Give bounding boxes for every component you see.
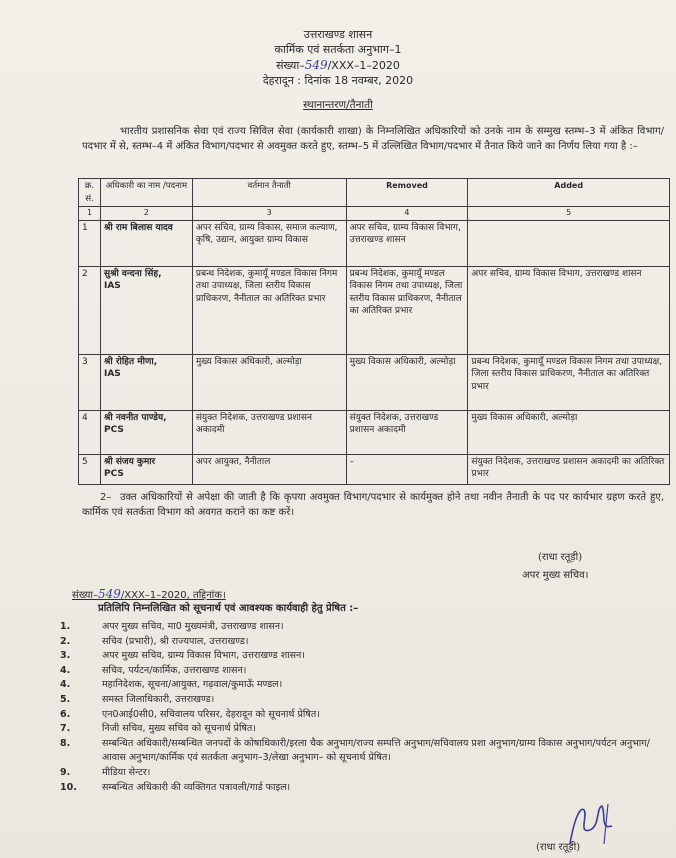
col-number: 4 — [346, 207, 468, 221]
copy-number-suffix: /XXX–1–2020, तद्दिनांक। — [120, 590, 226, 601]
list-item — [60, 649, 672, 664]
signatory-designation: अपर मुख्य सचिव। — [522, 570, 589, 581]
list-item-number: 7. — [60, 723, 71, 735]
para2-text: उक्त अधिकारियों से अपेक्षा की जाती है कि कृपया अवमुक्त विभाग/पदभार से कार्यमुक्त होने तथा नवीन तैनाती के पद पर कार्यभार ग्रहण करते हुए, कार्मिक एवं सतर्कता विभाग को अवगत कराने का कष्ट करें। — [82, 492, 664, 518]
officer-cadre: IAS — [103, 281, 121, 291]
list-item-number: 6. — [60, 708, 71, 720]
row-removed: – — [346, 454, 468, 484]
list-item — [60, 664, 672, 679]
row-sno: 2 — [79, 266, 101, 354]
bottom-signatory-name: (राधा रतूड़ी) — [536, 842, 581, 853]
row-current: प्रबन्ध निदेशक, कुमायूँ मण्डल विकास निगम तथा उपाध्यक्ष, जिला स्तरीय विकास प्राधिकरण, नैनीताल का अतिरिक्त प्रभार — [192, 266, 346, 354]
officer-name: सुश्री वन्दना सिंह, — [103, 268, 162, 279]
list-item — [60, 766, 672, 781]
list-item-number: 4. — [60, 679, 71, 691]
officer-name: श्री संजय कुमार — [103, 456, 156, 467]
list-item-number: 5. — [60, 693, 71, 705]
row-removed: मुख्य विकास अधिकारी, अल्मोड़ा — [346, 354, 468, 410]
row-sno: 4 — [79, 410, 101, 454]
list-item-text: समस्त जिलाधिकारी, उत्तराखण्ड। — [102, 693, 215, 705]
column-number-row — [79, 207, 670, 221]
list-item-text: अपर मुख्य सचिव, ग्राम्य विकास विभाग, उत्तराखण्ड शासन। — [102, 650, 305, 662]
row-added: मुख्य विकास अधिकारी, अल्मोड़ा — [468, 410, 670, 454]
list-item-number: 9. — [60, 766, 71, 778]
table-row — [79, 220, 670, 266]
row-added: प्रबन्ध निदेशक, कुमायूँ मण्डल विकास निगम तथा उपाध्यक्ष, जिला स्तरीय विकास प्राधिकरण, नैनीताल का अतिरिक्त प्रभार — [468, 354, 670, 410]
list-item — [60, 781, 672, 796]
order-number — [0, 58, 676, 73]
row-current: अपर सचिव, ग्राम्य विकास, समाज कल्याण, कृषि, उद्यान, आयुक्त ग्राम्य विकास — [192, 220, 346, 266]
table-row — [79, 266, 670, 354]
row-added: संयुक्त निदेशक, उत्तराखण्ड प्रशासन अकादमी का अतिरिक्त प्रभार — [468, 454, 670, 484]
list-item — [60, 722, 672, 737]
col-header-sno: क्र. सं. — [79, 179, 101, 207]
list-item-text: निजी सचिव, मुख्य सचिव को सूचनार्थ प्रेषित। — [102, 723, 256, 735]
copy-number — [72, 588, 226, 602]
row-officer — [100, 266, 192, 354]
row-current: मुख्य विकास अधिकारी, अल्मोड़ा — [192, 354, 346, 410]
list-item-number: 2. — [60, 635, 71, 647]
row-current: संयुक्त निदेशक, उत्तराखण्ड प्रशासन अकादमी — [192, 410, 346, 454]
signatory-name: (राधा रतूड़ी) — [538, 552, 583, 563]
row-sno: 3 — [79, 354, 101, 410]
row-sno: 1 — [79, 220, 101, 266]
row-added — [468, 220, 670, 266]
col-number: 3 — [192, 207, 346, 221]
col-header-current: वर्तमान तैनाती — [192, 179, 346, 207]
table-row — [79, 354, 670, 410]
row-current: अपर आयुक्त, नैनीताल — [192, 454, 346, 484]
department-name: कार्मिक एवं सतर्कता अनुभाग–1 — [274, 43, 402, 56]
list-item-text: सम्बन्धित अधिकारी की व्यक्तिगत पत्रावली/गार्ड फाइल। — [102, 781, 291, 793]
copy-list — [60, 620, 672, 795]
handwritten-number: 549 — [304, 58, 328, 72]
row-officer — [100, 220, 192, 266]
list-item-number: 1. — [60, 621, 71, 632]
row-officer — [100, 410, 192, 454]
list-item-text: सचिव (प्रभारी), श्री राज्यपाल, उत्तराखण्ड। — [102, 635, 249, 647]
table-header-row — [79, 179, 670, 207]
row-officer — [100, 454, 192, 484]
officer-name: श्री राम बिलास यादव — [103, 222, 173, 233]
list-item-text: सचिव, पर्यटन/कार्मिक, उत्तराखण्ड शासन। — [102, 664, 247, 676]
row-sno: 5 — [79, 454, 101, 484]
copy-number-prefix: संख्या– — [72, 590, 98, 601]
list-item-number: 8. — [60, 737, 71, 749]
table-row — [79, 410, 670, 454]
officer-cadre: PCS — [103, 469, 124, 479]
subject: स्थानान्तरण/तैनाती — [303, 99, 373, 111]
col-number: 5 — [468, 207, 670, 221]
order-number-suffix: /XXX–1–2020 — [327, 59, 400, 72]
officer-cadre: IAS — [103, 369, 121, 379]
order-number-prefix: संख्या– — [276, 59, 305, 72]
row-removed: अपर सचिव, ग्राम्य विकास विभाग, उत्तराखण्ड शासन — [346, 220, 468, 266]
row-removed: प्रबन्ध निदेशक, कुमायूँ मण्डल विकास निगम तथा उपाध्यक्ष, जिला स्तरीय विकास प्राधिकरण, नैनीताल का अतिरिक्त प्रभार — [346, 266, 468, 354]
row-removed: संयुक्त निदेशक, उत्तराखण्ड प्रशासन अकादमी — [346, 410, 468, 454]
list-item-number: 10. — [60, 781, 77, 793]
col-header-added: Added — [468, 179, 670, 207]
list-item — [60, 678, 672, 693]
col-number: 1 — [79, 207, 101, 221]
para2-number: 2– — [100, 492, 112, 503]
col-header-removed: Removed — [346, 179, 468, 207]
officer-cadre: PCS — [103, 425, 124, 435]
list-item — [60, 708, 672, 723]
row-officer — [100, 354, 192, 410]
copy-handwritten-number: 549 — [98, 587, 121, 601]
list-item — [60, 737, 672, 766]
list-item-number: 3. — [60, 650, 71, 662]
list-item-number: 4. — [60, 664, 71, 676]
col-number: 2 — [100, 207, 192, 221]
list-item-text: महानिदेशक, सूचना/आयुक्त, गढ़वाल/कुमाऊँ मण्डल। — [102, 679, 283, 691]
officer-name: श्री रोहित मीणा, — [103, 356, 158, 367]
table-row — [79, 454, 670, 484]
list-item-text: एन0आई0सी0, सचिवालय परिसर, देहरादून को सूचनार्थ प्रेषित। — [102, 708, 320, 720]
list-item — [60, 620, 672, 635]
transfer-table — [78, 178, 670, 485]
place-date: देहरादून : दिनांक 18 नवम्बर, 2020 — [262, 74, 414, 87]
list-item-text: अपर मुख्य सचिव, मा0 मुख्यमंत्री, उत्तराखण्ड शासन। — [102, 621, 284, 632]
list-item — [60, 635, 672, 650]
copy-heading: प्रतिलिपि निम्नलिखित को सूचनार्थ एवं आवश्यक कार्यवाही हेतु प्रेषित :– — [98, 603, 359, 614]
intro-paragraph: भारतीय प्रशासनिक सेवा एवं राज्य सिविल सेवा (कार्यकारी शाखा) के निम्नलिखित अधिकारियों को उनके नाम के सम्मुख स्तम्भ–3 में अंकित विभाग/पदभार में से, स्तम्भ–4 में अंकित विभाग/पदभार से अवमुक्त करते हुए, स्तम्भ–5 में उल्लिखित विभाग/पदभार में तैनात किये जाने का निर्णय लिया गया है :– — [82, 126, 664, 152]
list-item — [60, 693, 672, 708]
officer-name: श्री नवनीत पाण्डेय, — [103, 412, 167, 423]
row-added: अपर सचिव, ग्राम्य विकास विभाग, उत्तराखण्ड शासन — [468, 266, 670, 354]
col-header-name: अधिकारी का नाम /पदनाम — [100, 179, 192, 207]
list-item-text: सम्बन्धित अधिकारी/सम्बन्धित जनपदों के कोषाधिकारी/इरला चैक अनुभाग/राज्य सम्पत्ति अनुभाग/सचिवालय प्रशा अनुभाग/ग्राम्य विकास अनुभाग/पर्यटन अनुभाग/आवास अनुभाग/कार्मिक एवं सतर्कता अनुभाग–3/लेखा अनुभाग– को सूचनार्थ प्रेषित। — [102, 737, 650, 764]
list-item-text: मीडिया सेन्टर। — [102, 766, 151, 778]
govt-name: उत्तराखण्ड शासन — [303, 28, 373, 41]
